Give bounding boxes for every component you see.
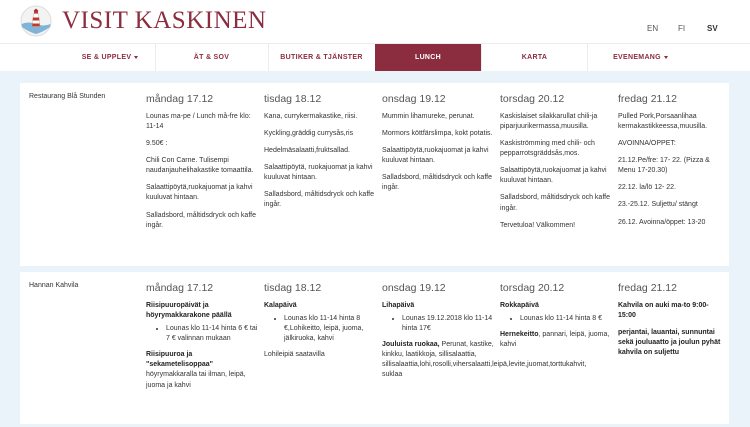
day-title: onsdag 19.12 bbox=[382, 282, 446, 294]
menu-line: Lounas ma-pe / Lunch må-fre klo: 11-14 bbox=[146, 112, 251, 130]
menu-bold-text: Jouluista ruokaa, bbox=[382, 341, 440, 349]
lighthouse-logo-icon[interactable] bbox=[20, 5, 52, 37]
menu-line: Salaattipöytä,ruokajuomat ja kahvi kuuluvat hintaan. bbox=[146, 184, 253, 202]
menu-text: Perunat, kastike, kinkku, laatikkoja, sillisalaattia, sillisalaattia,lohi,rosolli,vihersalaatti,leipä,levite,juomat,torttukahvit, suklaa bbox=[382, 341, 587, 379]
nav-item-label: ÄT & SOV bbox=[193, 54, 230, 61]
menu-line: Mummin lihamureke, perunat. bbox=[382, 112, 475, 120]
day-title: måndag 17.12 bbox=[146, 93, 214, 105]
restaurant-panel bbox=[20, 272, 729, 424]
menu-bold-text: Hernekeitto bbox=[500, 330, 539, 338]
day-column bbox=[500, 93, 612, 238]
day-title: torsdag 20.12 bbox=[500, 282, 565, 294]
day-column bbox=[382, 93, 494, 200]
day-column bbox=[146, 282, 258, 398]
menu-heading: Kalapäivä bbox=[264, 301, 297, 309]
menu-line bbox=[618, 301, 724, 321]
chevron-down-icon bbox=[664, 56, 668, 59]
menu-line bbox=[500, 330, 612, 350]
menu-line: 22.12. la/lö 12- 22. bbox=[618, 184, 676, 192]
language-sv-link[interactable]: SV bbox=[707, 24, 718, 33]
nav-item-label: SE & UPPLEV bbox=[81, 54, 132, 61]
menu-heading: Kahvila on auki ma-to 9:00-15:00 bbox=[618, 301, 709, 319]
day-column bbox=[618, 282, 724, 365]
menu-line: Tervetuloa! Välkommen! bbox=[500, 221, 576, 229]
menu-heading: perjantai, lauantai, sunnuntai sekä jouluaatto ja joulun pyhät kahvila on suljettu bbox=[618, 328, 721, 357]
menu-heading: Lihapäivä bbox=[382, 301, 415, 309]
menu-line: Salaattipöytä,ruokajuomat ja kahvi kuuluvat hintaan. bbox=[382, 146, 489, 165]
day-column bbox=[264, 93, 376, 218]
menu-text: , pannari, leipä, juoma, kahvi bbox=[500, 330, 610, 349]
nav-item-label: BUTIKER & TJÄNSTER bbox=[280, 54, 363, 61]
menu-line: Chili Con Carne. Tulisempi naudanjauhelihakastike tomaattila. bbox=[146, 157, 254, 175]
day-title: onsdag 19.12 bbox=[382, 93, 446, 105]
language-fi-link[interactable]: FI bbox=[678, 24, 686, 33]
day-title: fredag 21.12 bbox=[618, 93, 677, 105]
menu-bold-text: Riisipuuroa ja "sekametelisoppaa" bbox=[146, 351, 213, 369]
menu-line: Kyckling,gräddig currysås,ris bbox=[264, 129, 354, 137]
menu-line: 21.12.Pe/fre: 17- 22. (Pizza & Menu 17-20.30) bbox=[618, 157, 710, 175]
menu-line: Mormors köttfärslimpa, kokt potatis. bbox=[382, 129, 493, 137]
menu-line: AVOINNA/OPPET: bbox=[618, 139, 676, 147]
day-column bbox=[618, 93, 724, 235]
menu-line: Salladsbord, måltidsdryck och kaffe ingår. bbox=[500, 194, 610, 212]
day-column bbox=[146, 93, 258, 238]
menu-line bbox=[146, 350, 258, 391]
nav-item-karta[interactable] bbox=[481, 44, 587, 72]
day-title: torsdag 20.12 bbox=[500, 93, 565, 105]
language-en-link[interactable]: EN bbox=[647, 24, 659, 33]
list-item: • Lounas klo 11-14 hinta 6 € tai 7 € valinnan mukaan bbox=[166, 324, 258, 344]
menu-line: Salaattipöytä, ruokajuomat ja kahvi kuuluvat hintaan. bbox=[264, 164, 373, 182]
menu-heading: Rokkapäivä bbox=[500, 301, 539, 309]
main-navigation bbox=[0, 43, 750, 71]
menu-line: 9.50€ : bbox=[146, 139, 168, 147]
menu-line: Salladsbord, måltidsdryck och kaffe ingår. bbox=[146, 211, 256, 229]
menu-heading: Riisipuuropäivät ja höyrymakkarakone päällä bbox=[146, 301, 232, 319]
nav-item-lunch[interactable] bbox=[375, 44, 481, 72]
menu-line: Pulled Pork,Porsaanlihaa kermakastikkeessa,muusilla. bbox=[618, 112, 708, 130]
menu-line: Kaskiströmming med chili- och pepparrotsgräddsås,mos. bbox=[500, 139, 595, 158]
site-header bbox=[0, 0, 750, 43]
menu-list bbox=[520, 314, 612, 324]
menu-line: 26.12. Avoinna/öppet: 13-20 bbox=[618, 218, 706, 226]
menu-line: Hedelmäsalaatti,fruktsallad. bbox=[264, 146, 350, 154]
restaurant-name: Hannan Kahvila bbox=[29, 282, 79, 289]
menu-line: Salladsbord, måltidsdryck och kaffe ingår. bbox=[382, 174, 492, 192]
menu-line: 23.-25.12. Suljettu/ stängt bbox=[618, 201, 698, 209]
menu-list bbox=[402, 314, 494, 334]
restaurant-panel bbox=[20, 83, 729, 266]
list-item: • Lounas klo 11-14 hinta 8 € bbox=[520, 314, 612, 324]
day-column bbox=[500, 282, 612, 357]
nav-item-butiker-tjanster[interactable] bbox=[268, 44, 374, 72]
menu-line: Lohileipiä saatavilla bbox=[264, 351, 325, 359]
menu-list bbox=[284, 314, 376, 344]
day-column bbox=[264, 282, 376, 367]
nav-item-label: KARTA bbox=[521, 54, 548, 61]
menu-line: Kaskislaiset silakkarullat chili-ja piparjuurikermassa,muusilla. bbox=[500, 112, 598, 130]
menu-line bbox=[618, 328, 724, 358]
nav-item-label: EVENEMANG bbox=[613, 54, 661, 61]
day-title: måndag 17.12 bbox=[146, 282, 214, 294]
list-item: • Lounas 19.12.2018 klo 11-14 hinta 17€ bbox=[402, 314, 494, 334]
menu-text: höyrymakkaralla tai ilman, leipä, juoma ja kahvi bbox=[146, 371, 246, 389]
day-title: tisdag 18.12 bbox=[264, 282, 322, 294]
menu-line bbox=[382, 340, 587, 381]
lunch-content-area bbox=[0, 71, 750, 427]
nav-item-at-sov[interactable] bbox=[155, 44, 267, 72]
nav-item-label: LUNCH bbox=[415, 54, 441, 61]
menu-line: Kana, currykermakastike, riisi. bbox=[264, 112, 358, 120]
list-item: • Lounas klo 11-14 hinta 8 €,Lohikeitto, leipä, juoma, jälkiruoka, kahvi bbox=[284, 314, 376, 344]
menu-line: Salaattipöytä,ruokajuomat ja kahvi kuuluvat hintaan. bbox=[500, 167, 607, 185]
site-brand-title[interactable]: VISIT KASKINEN bbox=[62, 7, 267, 34]
chevron-down-icon bbox=[134, 56, 138, 59]
nav-item-se-upplev[interactable] bbox=[66, 44, 154, 72]
menu-line: Salladsbord, måltidsdryck och kaffe ingår. bbox=[264, 191, 374, 209]
nav-item-evenemang[interactable] bbox=[587, 44, 693, 72]
restaurant-name: Restaurang Blå Stunden bbox=[29, 93, 106, 100]
menu-list bbox=[166, 324, 258, 344]
day-title: fredag 21.12 bbox=[618, 282, 677, 294]
day-title: tisdag 18.12 bbox=[264, 93, 322, 105]
